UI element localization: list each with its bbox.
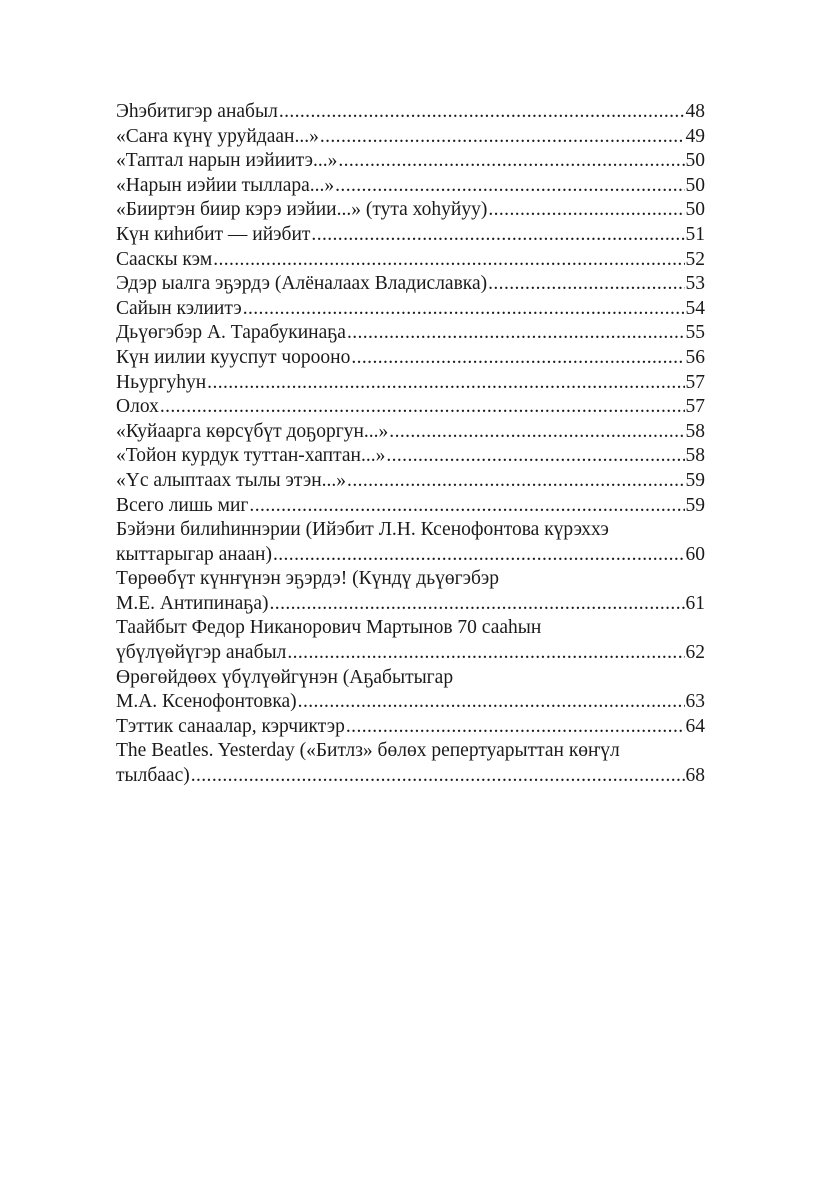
toc-entry-title-line1: Өрөгөйдөөх үбүлүөйгүнэн (Аҕабытыгар xyxy=(116,666,454,688)
leader-dots xyxy=(270,592,685,617)
toc-entry-title: Күн киhибит — ийэбит xyxy=(116,223,311,245)
toc-entry-title: Ньургуhун xyxy=(116,371,207,393)
toc-entry xyxy=(116,715,705,740)
toc-entry-title: Всего лишь миг xyxy=(116,494,249,516)
toc-entry-title: «Таптал нарын иэйиитэ...» xyxy=(116,150,338,172)
toc-entry-title: М.А. Ксенофонтовка) xyxy=(116,691,297,713)
toc-page-number: 55 xyxy=(685,322,705,344)
toc-entry xyxy=(116,346,705,371)
toc-entry xyxy=(116,198,705,223)
toc-page-number: 57 xyxy=(685,396,705,418)
toc-page-number: 59 xyxy=(685,494,705,516)
toc-entry-title: Олох xyxy=(116,396,159,418)
toc-entry-title-line1: Бэйэни билиhиннэрии (Ийэбит Л.Н. Ксенофонтова күрэххэ xyxy=(116,519,609,541)
toc-entry-title: Тэттик санаалар, кэрчиктэр xyxy=(116,715,345,737)
table-of-contents xyxy=(116,100,705,789)
toc-entry-title-line1: The Beatles. Yesterday («Битлз» бөлөх репертуарыттан көҥүл xyxy=(116,740,620,762)
toc-page-number: 53 xyxy=(685,273,705,295)
toc-entry xyxy=(116,444,705,469)
toc-entry-title: кыттарыгар анаан) xyxy=(116,543,272,565)
leader-dots xyxy=(249,494,684,519)
toc-page-number: 68 xyxy=(685,765,705,787)
toc-entry-title: үбүлүөйүгэр анабыл xyxy=(116,642,287,664)
toc-page-number: 60 xyxy=(685,543,705,565)
toc-entry xyxy=(116,371,705,396)
leader-dots xyxy=(346,715,685,740)
leader-dots xyxy=(338,149,684,174)
leader-dots xyxy=(488,198,684,223)
toc-page-number: 50 xyxy=(685,150,705,172)
toc-page-number: 57 xyxy=(685,371,705,393)
toc-entry-title: Эдэр ыалга эҕэрдэ (Алёналаах Владиславка) xyxy=(116,273,488,295)
toc-entry xyxy=(116,297,705,322)
toc-entry xyxy=(116,494,705,519)
leader-dots xyxy=(287,641,684,666)
toc-page-number: 48 xyxy=(685,101,705,122)
toc-page-number: 56 xyxy=(685,346,705,368)
leader-dots xyxy=(320,125,685,150)
toc-entry-title-line1: Төрөөбүт күнҥүнэн эҕэрдэ! (Күндү дьүөгэбэр xyxy=(116,568,500,590)
toc-entry xyxy=(116,321,705,346)
toc-entry-title: Эhэбитигэр анабыл xyxy=(116,101,278,122)
leader-dots xyxy=(298,690,685,715)
toc-entry-title: «Саҥа күнү уруйдаан...» xyxy=(116,125,319,147)
toc-entry xyxy=(116,469,705,494)
leader-dots xyxy=(311,223,684,248)
toc-page-number: 50 xyxy=(685,174,705,196)
leader-dots xyxy=(351,346,684,371)
toc-entry xyxy=(116,223,705,248)
toc-entry-title: тылбаас) xyxy=(116,765,190,787)
toc-page-number: 59 xyxy=(685,469,705,491)
toc-entry-title: Дьүөгэбэр А. Тарабукинаҕа xyxy=(116,322,346,344)
toc-entry-title: Сайын кэлиитэ xyxy=(116,297,242,319)
toc-entry-title: М.Е. Антипинаҕа) xyxy=(116,592,269,614)
toc-entry xyxy=(116,567,705,616)
leader-dots xyxy=(273,543,685,568)
toc-entry xyxy=(116,616,705,665)
toc-entry-title: «Тойон курдук туттан-хаптан...» xyxy=(116,445,386,467)
toc-entry xyxy=(116,125,705,150)
leader-dots xyxy=(279,100,685,125)
leader-dots xyxy=(347,321,685,346)
leader-dots xyxy=(347,469,684,494)
toc-page-number: 52 xyxy=(685,248,705,270)
toc-entry-title: Күн иилии кууспут чорооно xyxy=(116,346,351,368)
toc-entry-title: «Нарын иэйии тыллара...» xyxy=(116,174,335,196)
toc-entry xyxy=(116,100,705,125)
leader-dots xyxy=(160,395,685,420)
toc-page-number: 62 xyxy=(685,642,705,664)
toc-page-number: 54 xyxy=(685,297,705,319)
toc-entry xyxy=(116,666,705,715)
toc-page-number: 63 xyxy=(685,691,705,713)
toc-entry-title: «Үс алыптаах тылы этэн...» xyxy=(116,469,347,491)
toc-page-number: 58 xyxy=(685,420,705,442)
leader-dots xyxy=(488,272,684,297)
toc-entry xyxy=(116,395,705,420)
toc-entry-title: «Бииртэн биир кэрэ иэйии...» (тута хоhуйуу) xyxy=(116,199,488,221)
toc-entry xyxy=(116,248,705,273)
toc-page-number: 64 xyxy=(685,715,705,737)
leader-dots xyxy=(243,297,685,322)
toc-entry xyxy=(116,518,705,567)
leader-dots xyxy=(207,371,684,396)
toc-entry xyxy=(116,420,705,445)
leader-dots xyxy=(213,248,684,273)
toc-entry-title: «Куйаарга көрсүбүт доҕоргун...» xyxy=(116,420,389,442)
leader-dots xyxy=(386,444,684,469)
toc-entry xyxy=(116,149,705,174)
toc-entry-title: Сааскы кэм xyxy=(116,248,213,270)
toc-page-number: 61 xyxy=(685,592,705,614)
toc-page-number: 58 xyxy=(685,445,705,467)
toc-entry xyxy=(116,739,705,788)
leader-dots xyxy=(191,764,685,789)
leader-dots xyxy=(335,174,684,199)
toc-page-number: 49 xyxy=(685,125,705,147)
toc-page-number: 51 xyxy=(685,223,705,245)
toc-entry-title-line1: Таайбыт Федор Никанорович Мартынов 70 сааhын xyxy=(116,617,542,639)
toc-entry xyxy=(116,272,705,297)
leader-dots xyxy=(389,420,684,445)
toc-entry xyxy=(116,174,705,199)
toc-page-number: 50 xyxy=(685,199,705,221)
